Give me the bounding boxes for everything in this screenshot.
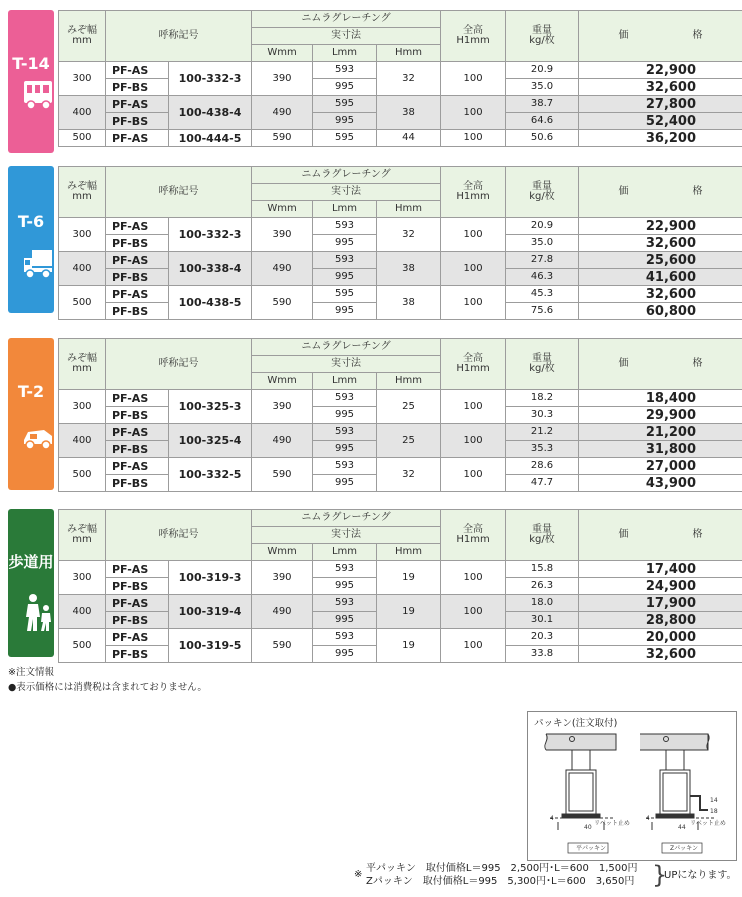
weight-label: 重量 xyxy=(532,181,553,192)
price-cell: 17,400 xyxy=(579,561,742,578)
weight-cell: 18.2 xyxy=(506,390,579,407)
flat-packing-price: 平パッキン 取付価格L＝995 2,500円･L＝600 1,500円 xyxy=(366,863,638,874)
l-cell: 995 xyxy=(313,235,377,252)
h-cell: 32 xyxy=(377,218,441,252)
table-row xyxy=(59,390,742,407)
spec-table xyxy=(58,509,742,663)
spec-table xyxy=(58,10,742,147)
code-cell: 100-438-4 xyxy=(169,96,252,130)
l-cell: 595 xyxy=(313,130,377,147)
dim-14-label: 14 xyxy=(710,797,718,804)
total-height-unit: H1mm xyxy=(456,534,490,545)
h1-cell: 100 xyxy=(441,252,506,286)
price-cell: 27,800 xyxy=(579,96,742,113)
groove-width-cell: 300 xyxy=(59,390,106,424)
dim-18-label: 18 xyxy=(710,808,718,815)
car-icon xyxy=(22,426,54,452)
l-cell: 995 xyxy=(313,646,377,663)
name-header: 呼称記号 xyxy=(106,339,252,390)
weight-unit: kg/枚 xyxy=(529,363,555,374)
model-cell: PF-BS xyxy=(106,79,169,96)
code-cell: 100-319-4 xyxy=(169,595,252,629)
code-cell: 100-438-5 xyxy=(169,286,252,320)
load-class-band xyxy=(8,10,54,153)
model-cell: PF-AS xyxy=(106,286,169,303)
l-cell: 593 xyxy=(313,629,377,646)
groove-width-cell: 400 xyxy=(59,252,106,286)
price-cell: 24,900 xyxy=(579,578,742,595)
h1-cell: 100 xyxy=(441,561,506,595)
width-header-label: みぞ幅 xyxy=(67,25,97,36)
price-cell: 32,600 xyxy=(579,235,742,252)
model-cell: PF-BS xyxy=(106,303,169,320)
groove-width-cell: 300 xyxy=(59,561,106,595)
h-cell: 25 xyxy=(377,390,441,424)
groove-width-cell: 300 xyxy=(59,218,106,252)
l-cell: 995 xyxy=(313,578,377,595)
l-cell: 593 xyxy=(313,390,377,407)
h1-cell: 100 xyxy=(441,424,506,458)
model-cell: PF-AS xyxy=(106,629,169,646)
weight-cell: 35.0 xyxy=(506,79,579,96)
l-cell: 593 xyxy=(313,218,377,235)
l-cell: 595 xyxy=(313,96,377,113)
diagram-title: パッキン(注文取付) xyxy=(534,718,618,729)
weight-header xyxy=(506,11,579,62)
weight-cell: 27.8 xyxy=(506,252,579,269)
price-header-left: 価 xyxy=(618,358,629,369)
width-header xyxy=(59,339,106,390)
actual-size-header: 実寸法 xyxy=(252,184,441,201)
price-header-right: 格 xyxy=(692,30,703,41)
model-cell: PF-BS xyxy=(106,269,169,286)
price-cell: 52,400 xyxy=(579,113,742,130)
load-class-band xyxy=(8,338,54,490)
h-header: Hmm xyxy=(377,544,441,561)
rivet-label-right: リベット止め xyxy=(690,820,726,827)
model-cell: PF-BS xyxy=(106,612,169,629)
z-packing-drawing xyxy=(640,734,716,830)
weight-cell: 38.7 xyxy=(506,96,579,113)
load-class-band xyxy=(8,509,54,657)
h-cell: 38 xyxy=(377,286,441,320)
total-height-header xyxy=(441,339,506,390)
price-cell: 60,800 xyxy=(579,303,742,320)
width-header-unit: mm xyxy=(72,35,92,46)
total-height-unit: H1mm xyxy=(456,191,490,202)
weight-cell: 26.3 xyxy=(506,578,579,595)
table-row xyxy=(59,62,742,79)
model-cell: PF-AS xyxy=(106,595,169,612)
h-cell: 19 xyxy=(377,561,441,595)
groove-width-cell: 500 xyxy=(59,286,106,320)
weight-cell: 45.3 xyxy=(506,286,579,303)
notes xyxy=(8,665,207,695)
l-header: Lmm xyxy=(313,544,377,561)
weight-unit: kg/枚 xyxy=(529,191,555,202)
table-row xyxy=(59,252,742,269)
model-cell: PF-AS xyxy=(106,130,169,147)
l-cell: 995 xyxy=(313,303,377,320)
code-cell: 100-325-4 xyxy=(169,424,252,458)
weight-label: 重量 xyxy=(532,524,553,535)
name-header: 呼称記号 xyxy=(106,11,252,62)
table-row xyxy=(59,595,742,612)
table-row xyxy=(59,96,742,113)
grating-header: ニムラグレーチング xyxy=(252,11,441,28)
l-cell: 995 xyxy=(313,407,377,424)
total-height-label: 全高 xyxy=(463,524,484,535)
grating-header: ニムラグレーチング xyxy=(252,510,441,527)
groove-width-cell: 400 xyxy=(59,96,106,130)
name-header: 呼称記号 xyxy=(106,167,252,218)
model-cell: PF-BS xyxy=(106,578,169,595)
footer-mark: ※ xyxy=(354,869,363,880)
price-cell: 20,000 xyxy=(579,629,742,646)
l-cell: 995 xyxy=(313,79,377,96)
groove-width-cell: 500 xyxy=(59,130,106,147)
w-cell: 490 xyxy=(252,252,313,286)
h-cell: 32 xyxy=(377,458,441,492)
w-cell: 590 xyxy=(252,458,313,492)
price-cell: 43,900 xyxy=(579,475,742,492)
total-height-label: 全高 xyxy=(463,181,484,192)
h-cell: 38 xyxy=(377,96,441,130)
code-cell: 100-332-5 xyxy=(169,458,252,492)
h-cell: 44 xyxy=(377,130,441,147)
model-cell: PF-AS xyxy=(106,252,169,269)
l-cell: 593 xyxy=(313,62,377,79)
weight-cell: 20.3 xyxy=(506,629,579,646)
l-cell: 593 xyxy=(313,595,377,612)
actual-size-header: 実寸法 xyxy=(252,356,441,373)
h1-cell: 100 xyxy=(441,629,506,663)
price-header xyxy=(579,167,742,218)
w-header: Wmm xyxy=(252,201,313,218)
w-cell: 390 xyxy=(252,561,313,595)
table-row xyxy=(59,629,742,646)
l-cell: 995 xyxy=(313,475,377,492)
w-cell: 390 xyxy=(252,390,313,424)
price-header-left: 価 xyxy=(618,30,629,41)
footer-up-note: UPになります。 xyxy=(664,870,737,881)
weight-cell: 33.8 xyxy=(506,646,579,663)
width-header-label: みぞ幅 xyxy=(67,524,97,535)
total-height-header xyxy=(441,510,506,561)
h-cell: 19 xyxy=(377,595,441,629)
weight-unit: kg/枚 xyxy=(529,35,555,46)
width-header-unit: mm xyxy=(72,191,92,202)
h1-cell: 100 xyxy=(441,218,506,252)
h1-cell: 100 xyxy=(441,130,506,147)
h1-cell: 100 xyxy=(441,458,506,492)
price-header-right: 格 xyxy=(692,358,703,369)
z-packing-price: Zパッキン 取付価格L＝995 5,300円･L＝600 3,650円 xyxy=(366,876,635,887)
price-header-left: 価 xyxy=(618,529,629,540)
model-cell: PF-AS xyxy=(106,424,169,441)
l-cell: 593 xyxy=(313,561,377,578)
weight-cell: 20.9 xyxy=(506,218,579,235)
table-row xyxy=(59,458,742,475)
weight-cell: 21.2 xyxy=(506,424,579,441)
l-header: Lmm xyxy=(313,45,377,62)
dim-44-label: 44 xyxy=(678,824,686,831)
packing-cross-section-drawing xyxy=(528,712,736,860)
load-class-band xyxy=(8,166,54,313)
h-cell: 38 xyxy=(377,252,441,286)
l-cell: 995 xyxy=(313,113,377,130)
h-cell: 32 xyxy=(377,62,441,96)
l-cell: 595 xyxy=(313,286,377,303)
truck-icon xyxy=(22,248,54,280)
l-cell: 995 xyxy=(313,441,377,458)
price-cell: 32,600 xyxy=(579,286,742,303)
price-cell: 41,600 xyxy=(579,269,742,286)
h1-cell: 100 xyxy=(441,595,506,629)
w-header: Wmm xyxy=(252,373,313,390)
model-cell: PF-BS xyxy=(106,475,169,492)
groove-width-cell: 300 xyxy=(59,62,106,96)
code-cell: 100-319-5 xyxy=(169,629,252,663)
model-cell: PF-AS xyxy=(106,96,169,113)
w-cell: 590 xyxy=(252,629,313,663)
model-cell: PF-BS xyxy=(106,113,169,130)
code-cell: 100-444-5 xyxy=(169,130,252,147)
h1-cell: 100 xyxy=(441,96,506,130)
total-height-header xyxy=(441,167,506,218)
weight-cell: 30.1 xyxy=(506,612,579,629)
weight-cell: 35.3 xyxy=(506,441,579,458)
load-class-label: T-2 xyxy=(17,382,45,401)
grating-header: ニムラグレーチング xyxy=(252,167,441,184)
dim-4b-label: 4 xyxy=(646,815,650,822)
price-cell: 32,600 xyxy=(579,79,742,96)
z-packing-caption: Zパッキン xyxy=(670,845,699,852)
price-header-right: 格 xyxy=(692,186,703,197)
code-cell: 100-338-4 xyxy=(169,252,252,286)
price-cell: 28,800 xyxy=(579,612,742,629)
footer-brace: } xyxy=(652,861,668,889)
w-cell: 590 xyxy=(252,286,313,320)
price-header xyxy=(579,11,742,62)
code-cell: 100-332-3 xyxy=(169,218,252,252)
w-cell: 590 xyxy=(252,130,313,147)
w-cell: 390 xyxy=(252,218,313,252)
total-height-label: 全高 xyxy=(463,353,484,364)
weight-cell: 20.9 xyxy=(506,62,579,79)
order-info-note: ※注文情報 xyxy=(8,667,54,678)
w-cell: 490 xyxy=(252,595,313,629)
bus-icon xyxy=(22,78,54,112)
l-header: Lmm xyxy=(313,373,377,390)
w-cell: 490 xyxy=(252,424,313,458)
h1-cell: 100 xyxy=(441,62,506,96)
price-cell: 36,200 xyxy=(579,130,742,147)
price-header xyxy=(579,339,742,390)
groove-width-cell: 400 xyxy=(59,424,106,458)
l-cell: 593 xyxy=(313,458,377,475)
model-cell: PF-AS xyxy=(106,62,169,79)
weight-cell: 47.7 xyxy=(506,475,579,492)
spec-table xyxy=(58,166,742,320)
groove-width-cell: 400 xyxy=(59,595,106,629)
packing-diagram xyxy=(527,711,737,861)
grating-header: ニムラグレーチング xyxy=(252,339,441,356)
width-header xyxy=(59,11,106,62)
width-header-unit: mm xyxy=(72,363,92,374)
h-header: Hmm xyxy=(377,373,441,390)
h1-cell: 100 xyxy=(441,286,506,320)
code-cell: 100-319-3 xyxy=(169,561,252,595)
w-cell: 390 xyxy=(252,62,313,96)
weight-header xyxy=(506,167,579,218)
dim-40-label: 40 xyxy=(584,824,592,831)
model-cell: PF-BS xyxy=(106,407,169,424)
pedestrian-icon xyxy=(22,593,54,633)
l-cell: 593 xyxy=(313,424,377,441)
code-cell: 100-332-3 xyxy=(169,62,252,96)
width-header-label: みぞ幅 xyxy=(67,353,97,364)
name-header: 呼称記号 xyxy=(106,510,252,561)
weight-unit: kg/枚 xyxy=(529,534,555,545)
rivet-label-left: リベット止め xyxy=(594,820,630,827)
flat-packing-caption: 平パッキン xyxy=(576,845,606,852)
price-cell: 22,900 xyxy=(579,218,742,235)
table-row xyxy=(59,218,742,235)
weight-cell: 64.6 xyxy=(506,113,579,130)
weight-cell: 15.8 xyxy=(506,561,579,578)
weight-cell: 30.3 xyxy=(506,407,579,424)
width-header-unit: mm xyxy=(72,534,92,545)
h-header: Hmm xyxy=(377,201,441,218)
load-class-label: T-14 xyxy=(12,54,50,73)
price-cell: 21,200 xyxy=(579,424,742,441)
spec-table xyxy=(58,338,742,492)
price-header xyxy=(579,510,742,561)
model-cell: PF-AS xyxy=(106,458,169,475)
width-header-label: みぞ幅 xyxy=(67,181,97,192)
model-cell: PF-BS xyxy=(106,441,169,458)
groove-width-cell: 500 xyxy=(59,629,106,663)
actual-size-header: 実寸法 xyxy=(252,28,441,45)
total-height-header xyxy=(441,11,506,62)
h1-cell: 100 xyxy=(441,390,506,424)
weight-cell: 75.6 xyxy=(506,303,579,320)
h-cell: 19 xyxy=(377,629,441,663)
table-row xyxy=(59,130,742,147)
table-row xyxy=(59,424,742,441)
weight-cell: 28.6 xyxy=(506,458,579,475)
actual-size-header: 実寸法 xyxy=(252,527,441,544)
price-cell: 17,900 xyxy=(579,595,742,612)
weight-cell: 50.6 xyxy=(506,130,579,147)
code-cell: 100-325-3 xyxy=(169,390,252,424)
price-cell: 29,900 xyxy=(579,407,742,424)
price-header-right: 格 xyxy=(692,529,703,540)
weight-cell: 18.0 xyxy=(506,595,579,612)
price-header-left: 価 xyxy=(618,186,629,197)
model-cell: PF-AS xyxy=(106,218,169,235)
weight-label: 重量 xyxy=(532,25,553,36)
w-header: Wmm xyxy=(252,45,313,62)
model-cell: PF-AS xyxy=(106,561,169,578)
l-cell: 995 xyxy=(313,269,377,286)
h-cell: 25 xyxy=(377,424,441,458)
tax-note: ●表示価格には消費税は含まれておりません。 xyxy=(8,682,207,693)
w-header: Wmm xyxy=(252,544,313,561)
l-cell: 995 xyxy=(313,612,377,629)
h-header: Hmm xyxy=(377,45,441,62)
weight-label: 重量 xyxy=(532,353,553,364)
price-cell: 31,800 xyxy=(579,441,742,458)
model-cell: PF-BS xyxy=(106,646,169,663)
dim-4a-label: 4 xyxy=(550,815,554,822)
table-row xyxy=(59,561,742,578)
l-cell: 593 xyxy=(313,252,377,269)
model-cell: PF-BS xyxy=(106,235,169,252)
load-class-label: T-6 xyxy=(17,212,45,231)
w-cell: 490 xyxy=(252,96,313,130)
packing-price-footer xyxy=(354,861,737,889)
price-cell: 25,600 xyxy=(579,252,742,269)
total-height-unit: H1mm xyxy=(456,35,490,46)
table-row xyxy=(59,286,742,303)
width-header xyxy=(59,167,106,218)
weight-header xyxy=(506,510,579,561)
total-height-unit: H1mm xyxy=(456,363,490,374)
weight-header xyxy=(506,339,579,390)
price-cell: 27,000 xyxy=(579,458,742,475)
price-cell: 22,900 xyxy=(579,62,742,79)
price-cell: 32,600 xyxy=(579,646,742,663)
model-cell: PF-AS xyxy=(106,390,169,407)
width-header xyxy=(59,510,106,561)
weight-cell: 35.0 xyxy=(506,235,579,252)
flat-packing-drawing xyxy=(545,734,616,830)
weight-cell: 46.3 xyxy=(506,269,579,286)
groove-width-cell: 500 xyxy=(59,458,106,492)
l-header: Lmm xyxy=(313,201,377,218)
load-class-label: 歩道用 xyxy=(8,553,54,571)
total-height-label: 全高 xyxy=(463,25,484,36)
price-cell: 18,400 xyxy=(579,390,742,407)
